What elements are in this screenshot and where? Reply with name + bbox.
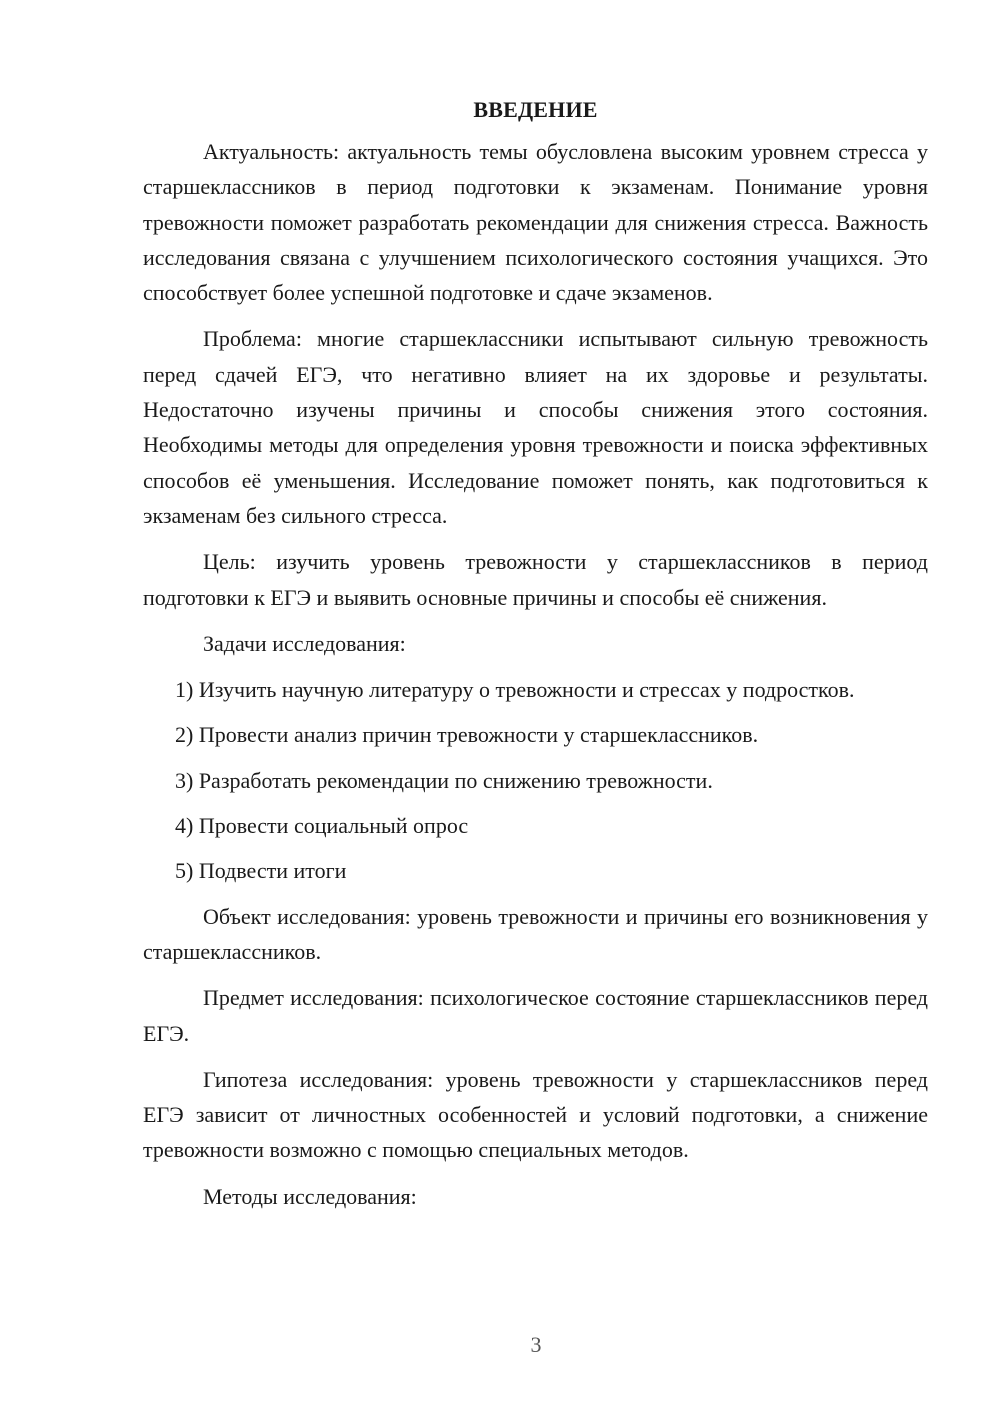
methods-heading: Методы исследования: <box>203 1183 417 1209</box>
document-page <box>143 92 928 1225</box>
task-item-3: 3) Разработать рекомендации по снижению тревожности. <box>175 767 713 793</box>
object-paragraph: Объект исследования: уровень тревожности и причины его возникновения у старшеклассников. <box>143 903 928 964</box>
task-item-2: 2) Провести анализ причин тревожности у старшеклассников. <box>175 722 759 748</box>
tasks-heading: Задачи исследования: <box>203 630 406 656</box>
tasks-list <box>143 672 928 888</box>
task-item-4: 4) Провести социальный опрос <box>175 813 469 839</box>
task-item-1: 1) Изучить научную литературу о тревожности и стрессах у подростков. <box>175 677 855 703</box>
hypothesis-paragraph: Гипотеза исследования: уровень тревожности у старшеклассников перед ЕГЭ зависит от личностных особенностей и условий подготовки, а снижение тревожности возможно с помощью специальных методов. <box>143 1066 928 1163</box>
problem-paragraph: Проблема: многие старшеклассники испытывают сильную тревожность перед сдачей ЕГЭ, что негативно влияет на их здоровье и результаты. Недостаточно изучены причины и способы снижения этого состояния. Необходимы методы для определения уровня тревожности и поиска эффективных способов её уменьшения. Исследование поможет понять, как подготовиться к экзаменам без сильного стресса. <box>143 326 928 528</box>
section-title: ВВЕДЕНИЕ <box>473 97 598 122</box>
goal-paragraph: Цель: изучить уровень тревожности у старшеклассников в период подготовки к ЕГЭ и выявить основные причины и способы её снижения. <box>143 549 928 610</box>
page-number: 3 <box>530 1332 542 1357</box>
task-item-5: 5) Подвести итоги <box>175 858 347 884</box>
relevance-paragraph: Актуальность: актуальность темы обусловлена высоким уровнем стресса у старшеклассников в период подготовки к экзаменам. Понимание уровня тревожности поможет разработать рекомендации для снижения стресса. Важность исследования связана с улучшением психологического состояния учащихся. Это способствует более успешной подготовке и сдаче экзаменов. <box>143 139 928 306</box>
subject-paragraph: Предмет исследования: психологическое состояние старшеклассников перед ЕГЭ. <box>143 985 928 1046</box>
